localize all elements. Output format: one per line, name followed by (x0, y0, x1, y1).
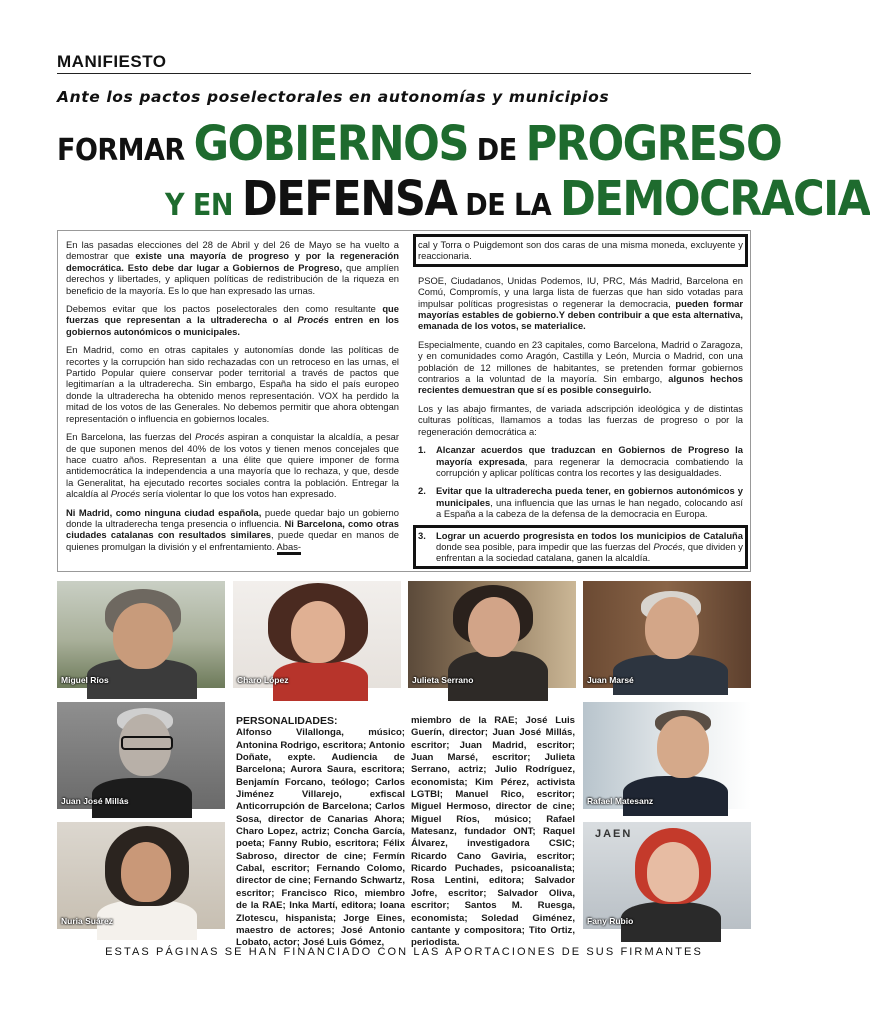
headline-word: GOBIERNOS (193, 116, 468, 172)
paragraph (66, 507, 399, 553)
headline-line-2 (165, 171, 870, 227)
signatories-text: miembro de la RAE; José Luis Guerín, director; Juan José Millás, escritor; Juan Madrid, escritor; Juan Marsé, escritor; Julieta Serrano, actriz; Julio Rodríguez, economista; Kim Pérez, activista LGTBI; Manuel Rico, escritor; Miguel Hermoso, director de cine; Miguel Ríos, músico; Rafael Matesanz, fundador ONT; Raquel Álvarez, investigadora CSIC; Ricardo Cano Gaviria, escritor; Ricardo Puchades, psicoanalista; Rosa Lentini, editora; Salvador Jofre, escritor; Salvador Oliva, escritor; Santos M. Ruesga, economista; Soledad Giménez, cantante y compositora; Tito Ortiz, periodista. (411, 715, 575, 949)
paragraph: Los y las abajo firmantes, de variada adscripción ideológica y de distintas culturas políticas, llamamos a todas las fuerzas de progreso o por la regeneración democrática a: (418, 402, 743, 437)
article-column-2 (418, 239, 743, 571)
italic-text: Procés (195, 431, 225, 443)
photo-juan-jose-millas (57, 702, 225, 809)
item-number: 1. (418, 444, 426, 456)
headline-word: DE (467, 133, 526, 168)
bold-text: que fuerzas que representan a la ultraderecha o al (66, 303, 399, 326)
bold-text: Ni Madrid, como ninguna ciudad española, (66, 506, 262, 518)
text: donde sea posible, para impedir que las fuerzas del (436, 540, 654, 552)
headline-word: DEMOCRACIA (560, 171, 870, 227)
text: puede quedar bajo un gobierno donde la ultraderecha tenga presencia o influencia. (66, 506, 399, 529)
subtitle: Ante los pactos poselectorales en autonomías y municipios (57, 88, 610, 106)
photo-caption: Miguel Ríos (61, 675, 109, 685)
demands-list (418, 444, 743, 564)
bold-text: algunos hechos recientes demuestran que sí es posible conseguirlo. (418, 373, 743, 396)
headline-word: FORMAR (57, 133, 194, 168)
sign-text: JAEN (595, 828, 633, 840)
photo-caption: Julieta Serrano (412, 675, 474, 685)
text: que amplíen derechos y libertades, y apliquen políticas de redistribución de la riqueza en beneficio de la mayoría. Es lo que han expresado las urnas. (66, 261, 399, 296)
item-number: 2. (418, 485, 426, 497)
header-rule (57, 73, 751, 74)
paragraph (418, 275, 743, 332)
headline-word: DE LA (456, 188, 561, 223)
headline-line-1 (57, 116, 782, 172)
photo-caption: Rafael Matesanz (587, 796, 654, 806)
bold-text: existe una mayoría de progreso y por la regeneración democrática. Esto debe dar lugar a Gobiernos de Progreso, (66, 250, 399, 273)
personalidades-title: PERSONALIDADES: (236, 715, 338, 727)
italic-text: Procés (110, 488, 141, 500)
photo-julieta-serrano (408, 581, 576, 688)
bold-text: entren en los gobiernos autonómicos o municipales. (66, 314, 399, 337)
photo-nuria-suarez (57, 822, 225, 929)
photo-miguel-rios (57, 581, 225, 688)
manifesto-article (57, 230, 751, 572)
bold-text: Lograr un acuerdo progresista en todos los municipios de Cataluña (436, 529, 743, 541)
italic-text: Procés (297, 314, 329, 326)
paragraph (66, 239, 399, 296)
text: En las pasadas elecciones del 28 de Abril y del 26 de Mayo se ha vuelto a demostrar que (66, 239, 399, 262)
highlight-box: cal y Torra o Puigdemont son dos caras de una misma moneda, excluyente y reaccionaria. (418, 239, 743, 262)
text: sería violentar lo que los votos han expresado. (140, 488, 337, 500)
text: , para regenerar la democracia combatiendo la corrupción y aplicar políticas contra los recortes y las desigualdades. (436, 455, 743, 478)
photo-charo-lopez (233, 581, 401, 688)
bold-text: Evitar que la ultraderecha pueda tener, en gobiernos autonómicos y municipales (436, 485, 743, 508)
text: PSOE, Ciudadanos, Unidas Podemos, IU, PRC, Más Madrid, Barcelona en Comú, Compromís, y una larga lista de fuerzas que han sido votadas para impulsar políticas progresistas o regenerar la democracia, (418, 274, 743, 309)
underline-mark: Abas- (277, 541, 302, 555)
text: , una influencia que las urnas le han negado, colocando así a España a la cabeza de la defensa de la democracia en Europa. (436, 496, 743, 520)
photo-fany-rubio (583, 822, 751, 929)
list-item (418, 485, 743, 519)
photo-caption: Juan Marsé (587, 675, 634, 685)
bold-text: pueden formar mayorías estables de gobierno.Y deben contribuir a que esta alternativa, emanada de los votos, se materialice. (418, 297, 743, 332)
photo-rafael-matesanz (583, 702, 751, 809)
photo-juan-marse (583, 581, 751, 688)
bold-text: Alcanzar acuerdos que traduzcan en Gobiernos de Progreso la mayoría expresada (436, 444, 743, 467)
text: aspiran a conquistar la alcaldía, a pesar de que suponen menos del 40% de los votos y tienen menos concejales que hace cuatro años. Representan a una élite que quiere imponer de forma antidemocrática la independencia a una mayoría que lo rechaza, y que, desde la Generalitat, ha ejecutado recortes sociales contra la población. Entregar la alcaldía al (66, 431, 399, 500)
paragraph (66, 303, 399, 337)
text: , que dividen y enfrentan a la sociedad catalana, ganen la alcaldía. (436, 540, 743, 564)
headline-word: PROGRESO (525, 116, 782, 172)
text: Especialmente, cuando en 23 capitales, como Barcelona, Madrid o Zaragoza, y en comunidades como Aragón, Castilla y León, Murcia o Madrid, con una población de 12 millones de habitantes, se pretenden formar gobiernos contrarios a la voluntad de la mayoría. Sin embargo, (418, 338, 743, 385)
headline-word: Y EN (165, 188, 242, 223)
signatories-text: Alfonso Vilallonga, músico; Antonina Rodrigo, escritora; Antonio Doñate, expte. Audiencia de Barcelona; Aurora Saura, escritora; Benjamín Forcano, teólogo; Carlos Jiménez Villarejo, exfiscal Anticorrupción de Barcelona; Carlos Sosa, director de Canarias Ahora; Charo Lopez, actriz; Concha García, poeta; Fanny Rubio, escritora; Félix Sabroso, director de cine; Fermín Cabal, escritor; Fernando Colomo, director de cine; Fernando Schwartz, escritor; Francisco Rico, miembro de la RAE; Inka Martí, editora; Ioana Zlotescu, hispanista; Jorge Eines, maestro de actores; José Antonio Lobato, actor; José Luis Gómez, (236, 727, 405, 949)
headline-word: DEFENSA (241, 171, 457, 227)
text: En Barcelona, las fuerzas del (66, 431, 196, 443)
text: Debemos evitar que los pactos poselectorales den como resultante (66, 303, 383, 315)
personalidades-column-2 (411, 715, 575, 950)
paragraph (66, 431, 399, 499)
list-item (418, 444, 743, 478)
footer-note: ESTAS PÁGINAS SE HAN FINANCIADO CON LAS APORTACIONES DE SUS FIRMANTES (105, 946, 703, 958)
list-item-highlighted (418, 530, 743, 564)
item-number: 3. (418, 529, 426, 541)
bold-text: Ni Barcelona, como otras ciudades catalanas con resultados similares (66, 517, 399, 541)
section-label: MANIFIESTO (57, 52, 167, 71)
text: , puede quedar en manos de quienes promulgan la división y el enfrentamiento. (66, 529, 399, 552)
article-column-1 (66, 239, 399, 559)
personalidades-column-1 (236, 715, 405, 950)
italic-text: Procés (653, 540, 683, 552)
photo-caption: Charo López (237, 675, 289, 685)
photo-caption: Juan José Millás (61, 796, 129, 806)
photo-caption: Nuria Suárez (61, 916, 113, 926)
paragraph (418, 339, 743, 396)
personalidades-list (233, 715, 578, 949)
paragraph: En Madrid, como en otras capitales y autonomías donde las políticas de recortes y la corrupción han sido rechazadas con un retroceso en las urnas, el Partido Popular quiere conservar poder territorial a través de pactos que legitimarían a la ultraderecha. Sin embargo, España ha sido el país europeo donde la ultraderecha ha obtenido menos representación. VOX ha perdido la mitad de los votos de las Generales. No debemos permitir que ahora obtengan representación o influencia en gobiernos locales. (66, 344, 399, 424)
photo-caption: Fany Rubio (587, 916, 634, 926)
